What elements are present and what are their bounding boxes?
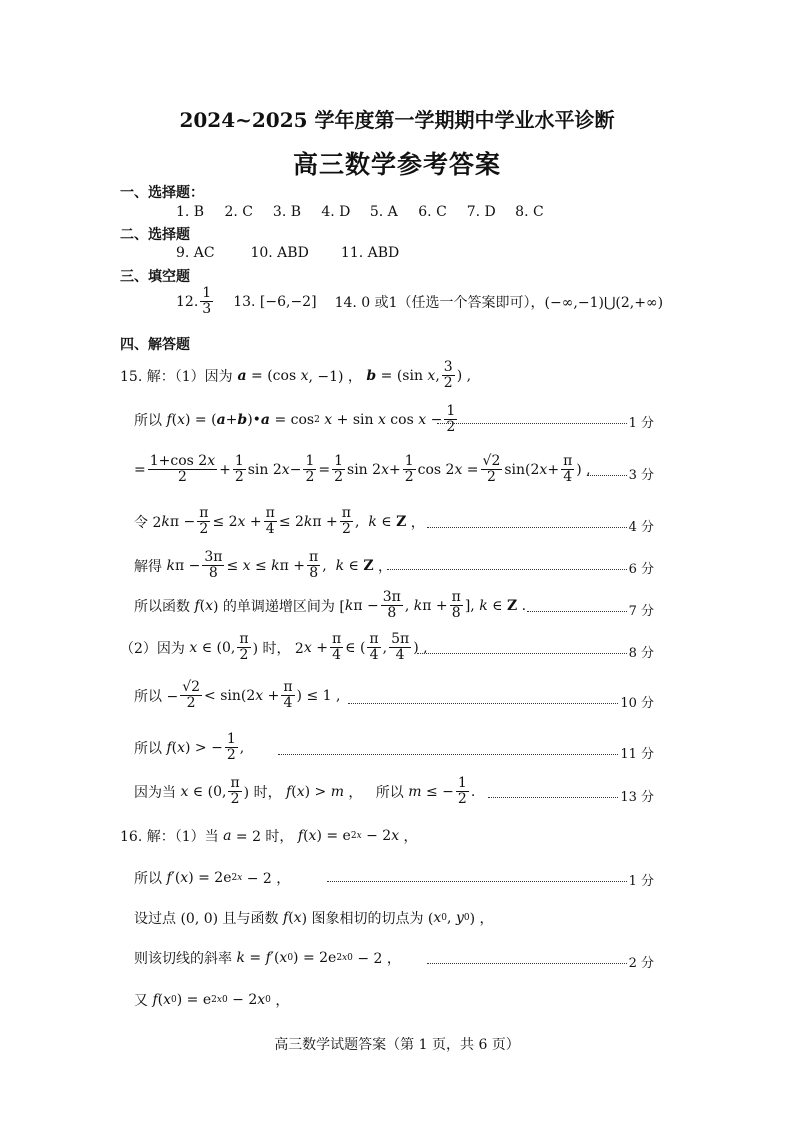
q15-line-6: 所以函数 f ( x ) 的单调递增区间为 [ k π − $\frac{3\pi}{8}$ , k π + $\frac{\pi}{8}$ ], k ∈ Z . [134, 589, 527, 622]
q15-line-4: 令 2 k π − $\frac{\pi}{2}$ ≤ 2 x + $\frac{\pi}{4}$ ≤ 2 k π + $\frac{\pi}{2}$ , k ∈ Z ， [134, 505, 425, 538]
score-marker: 13 分 [488, 786, 654, 805]
q15-line-3: = $\frac{1+\cos 2x}{2}$ + $\frac{1}{2}$ sin 2 x − $\frac{1}{2}$ = $\frac{1}{2}$ sin 2 x + $\frac{1}{2}$ cos 2 x = $\frac{√2}{2}$ sin(2 x + $\frac{\pi}{4}$ ) , [134, 453, 591, 486]
document-title: 2024~2025 学年度第一学期期中学业水平诊断 [179, 108, 615, 132]
score-marker: 6 分 [387, 558, 654, 577]
answer-item: 5. A [369, 204, 398, 220]
section-heading-multi-choice: 二、选择题 [120, 227, 190, 243]
q16-line-2: 所以 f ′( x ) = 2e 2x − 2 ， [134, 870, 291, 887]
section-heading-fill-blank: 三、填空题 [120, 269, 190, 285]
document-subtitle: 高三数学参考答案 [292, 150, 501, 179]
answer-item: 7. D [466, 204, 496, 220]
q16-line-4: 则该切线的斜率 k = f ′( x 0 ) = 2e 2x0 − 2 ， [134, 950, 401, 967]
score-marker: 1 分 [437, 412, 654, 431]
q16-line-3: 设过点 (0, 0) 且与函数 f ( x ) 图象相切的切点为 ( x 0 , y 0 ) ， [134, 910, 494, 927]
q15-line-5: 解得 k π − $\frac{3\pi}{8}$ ≤ x ≤ k π + $\frac{\pi}{8}$ , k ∈ Z ， [134, 549, 393, 582]
section-heading-solutions: 四、解答题 [120, 337, 190, 353]
q14-answer: 14. 0 或1（任选一个答案即可），(−∞,−1)⋃(2,+∞) [334, 294, 664, 311]
score-marker: 1 分 [327, 870, 654, 889]
q16-line-5: 又 f ( x 0 ) = e 2x0 − 2 x 0 ， [134, 992, 290, 1009]
score-marker: 3 分 [587, 464, 654, 483]
answer-item: 1. B [176, 204, 205, 220]
q12-label: 12. [176, 293, 199, 310]
q15-line-7: （2）因为 x ∈ (0, $\frac{\pi}{2}$ ) 时， 2 x + $\frac{\pi}{4}$ ∈ ( $\frac{\pi}{4}$ , $\frac{5\pi}{4}$ ) , [120, 631, 428, 664]
answer-item: 10. ABD [250, 245, 309, 261]
score-marker: 8 分 [417, 642, 654, 661]
q15-line-8: 所以 − $\frac{√2}{2}$ < sin(2 x + $\frac{\pi}{4}$ ) ≤ 1 , [134, 679, 341, 712]
answer-item: 3. B [272, 204, 302, 220]
answer-item: 2. C [224, 204, 253, 220]
q15-line-10: 因为当 x ∈ (0, $\frac{\pi}{2}$ ) 时， f ( x ) > m ， 所以 m ≤ − $\frac{1}{2}$ . [134, 775, 476, 808]
score-marker: 10 分 [348, 692, 654, 711]
section-heading-choice: 一、选择题： [120, 185, 204, 201]
q15-line-2: 所以 f ( x ) = ( a + b )• a = cos 2 x + sin x cos x − $\frac{1}{2}$ [134, 403, 456, 436]
choice-answers-1 [176, 204, 559, 220]
choice-answers-2 [176, 245, 421, 261]
q12-fraction: $\frac{1}{3}$ [202, 285, 212, 318]
answer-item: 6. C [418, 204, 447, 220]
answer-item: 9. AC [176, 245, 215, 261]
score-marker: 7 分 [527, 600, 654, 619]
q15-line-9: 所以 f ( x ) > − $\frac{1}{2}$ , [134, 731, 245, 764]
answer-item: 4. D [321, 204, 351, 220]
q16-line-1: 16. 解：（1）当 a = 2 时， f ( x ) = e 2x − 2 x ， [120, 828, 418, 845]
score-marker: 4 分 [427, 516, 654, 535]
score-marker: 2 分 [427, 952, 654, 971]
page-footer: 高三数学试题答案（第 1 页，共 6 页） [274, 1037, 520, 1053]
q15-line-1: 15. 解：（1）因为 a = (cos x , −1) ， b = (sin x , $\frac{3}{2}$ ) , [120, 359, 472, 392]
fill-answers [176, 286, 663, 318]
answer-item: 8. C [515, 204, 544, 220]
score-marker: 11 分 [278, 743, 654, 762]
q13-answer: 13. [−6,−2] [233, 293, 317, 310]
answer-item: 11. ABD [340, 245, 400, 261]
